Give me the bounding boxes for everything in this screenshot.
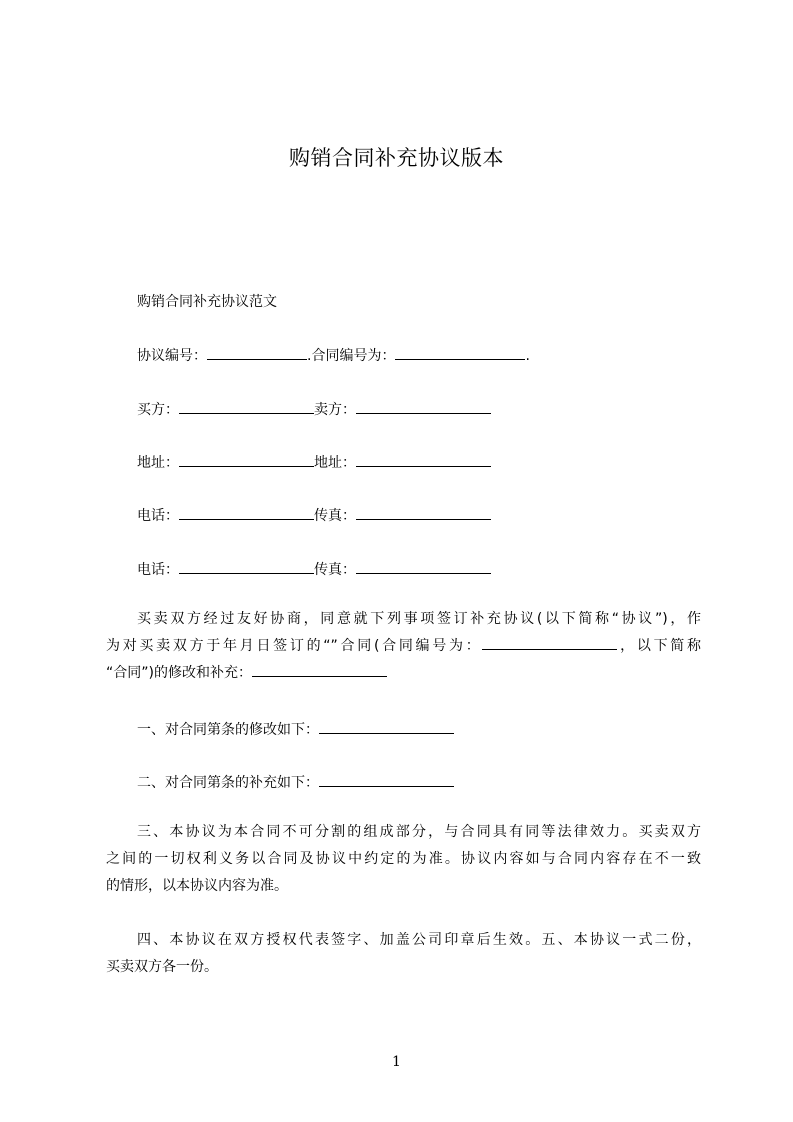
clause-4-line-2: 买卖双方各一份。 bbox=[106, 959, 218, 975]
clause-2-blank[interactable] bbox=[319, 772, 454, 787]
clause-4-paragraph bbox=[106, 927, 701, 981]
intro-line-3 bbox=[106, 660, 701, 687]
intro-line-2-text: 为对买卖双方于年月日签订的“”合同(合同编号为： bbox=[106, 638, 483, 654]
clause-3-line-1: 三、本协议为本合同不可分割的组成部分，与合同具有同等法律效力。买卖双方 bbox=[137, 824, 701, 840]
seller-phone-blank[interactable] bbox=[179, 559, 314, 574]
seller-phone-label: 电话： bbox=[137, 562, 179, 578]
clause-4-line-1: 四、本协议在双方授权代表签字、加盖公司印章后生效。五、本协议一式二份， bbox=[137, 932, 701, 948]
seller-label: 卖方： bbox=[314, 402, 356, 418]
clause-2 bbox=[137, 772, 454, 793]
subtitle bbox=[137, 292, 277, 312]
seller-address-label: 地址： bbox=[314, 455, 356, 471]
intro-paragraph bbox=[106, 606, 701, 687]
intro-line-2-tail: ，以下简称 bbox=[617, 638, 701, 654]
buyer-seller-line bbox=[137, 399, 491, 420]
seller-address-blank[interactable] bbox=[356, 452, 491, 467]
agreement-number-end: . bbox=[525, 348, 530, 364]
clause-1-blank[interactable] bbox=[319, 719, 454, 734]
phone-fax-line-1 bbox=[137, 505, 491, 526]
phone-fax-line-2 bbox=[137, 559, 491, 580]
agreement-number-label: 协议编号： bbox=[137, 348, 207, 364]
buyer-fax-label: 传真： bbox=[314, 508, 356, 524]
clause-1 bbox=[137, 719, 454, 740]
document-title: 购销合同补充协议版本 bbox=[289, 146, 504, 170]
intro-amendment-blank[interactable] bbox=[252, 662, 387, 677]
buyer-phone-label: 电话： bbox=[137, 508, 179, 524]
clause-3-paragraph bbox=[106, 819, 701, 900]
seller-fax-blank[interactable] bbox=[356, 559, 491, 574]
seller-fax-label: 传真： bbox=[314, 562, 356, 578]
clause-2-text: 二、对合同第条的补充如下： bbox=[137, 775, 319, 791]
subtitle-text: 购销合同补充协议范文 bbox=[137, 294, 277, 310]
buyer-phone-blank[interactable] bbox=[179, 505, 314, 520]
intro-line-2 bbox=[106, 633, 701, 660]
intro-line-3-text: “合同”)的修改和补充： bbox=[106, 665, 252, 681]
contract-number-label: .合同编号为： bbox=[307, 348, 396, 364]
contract-number-blank[interactable] bbox=[395, 345, 525, 360]
seller-blank[interactable] bbox=[356, 399, 491, 414]
clause-3-line-3: 的情形，以本协议内容为准。 bbox=[106, 878, 288, 894]
buyer-label: 买方： bbox=[137, 402, 179, 418]
page-number: 1 bbox=[392, 1054, 401, 1070]
clause-3-line-2: 之间的一切权利义务以合同及协议中约定的为准。协议内容如与合同内容存在不一致 bbox=[106, 851, 701, 867]
clause-1-text: 一、对合同第条的修改如下： bbox=[137, 722, 319, 738]
address-line bbox=[137, 452, 491, 473]
buyer-address-label: 地址： bbox=[137, 455, 179, 471]
buyer-blank[interactable] bbox=[179, 399, 314, 414]
intro-line-1: 买卖双方经过友好协商，同意就下列事项签订补充协议(以下简称“协议”)，作 bbox=[137, 611, 701, 627]
agreement-number-line bbox=[137, 345, 530, 366]
agreement-number-blank[interactable] bbox=[207, 345, 307, 360]
intro-contract-number-blank[interactable] bbox=[482, 635, 617, 650]
buyer-address-blank[interactable] bbox=[179, 452, 314, 467]
buyer-fax-blank[interactable] bbox=[356, 505, 491, 520]
